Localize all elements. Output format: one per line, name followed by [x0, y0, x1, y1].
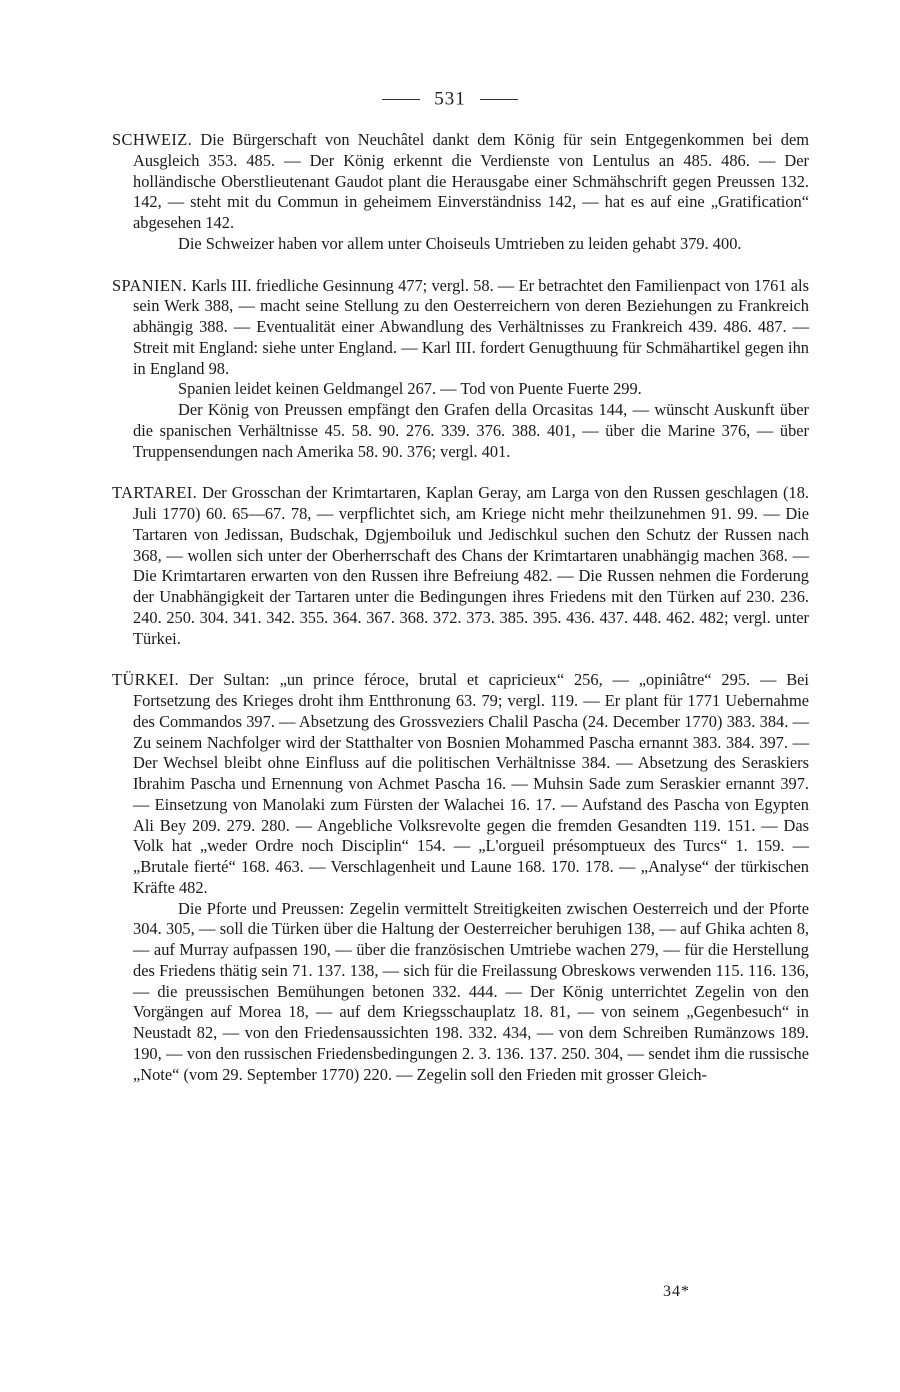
header-rule-left — [382, 99, 420, 100]
entry-subparagraph: Die Pforte und Preussen: Zegelin vermittelt Streitigkeiten zwischen Oesterreich und der Pforte 304. 305, — soll die Türken über die Haltung der Oesterreicher beruhigen 138, — auf Ghika achten 8, — auf Murray aufpassen 190, — über die französischen Umtriebe wachen 279, — für die Herstellung des Friedens thätig sein 71. 137. 138, — sich für die Freilassung Obreskows verwenden 115. 116. 136, — die preussischen Bemühungen betonen 332. 444. — Der König unterrichtet Zegelin von den Vorgängen auf Morea 18, — auf dem Kriegsschauplatz 18. 81, — von seinem „Gegenbesuch“ in Neustadt 82, — von den Friedensaussichten 198. 332. 434, — von dem Schreiben Rumänzows 189. 190, — von den russischen Friedensbedingungen 2. 3. 136. 137. 250. 304, — sendet ihm die russische „Note“ (vom 29. September 1770) 220. — Zegelin soll den Frieden mit grosser Gleich- — [133, 898, 809, 1084]
entry-subparagraph: Spanien leidet keinen Geldmangel 267. — Tod von Puente Fuerte 299. — [178, 379, 642, 399]
index-entry-spanien — [112, 276, 809, 463]
index-body — [112, 130, 809, 1106]
entry-headword: TARTAREI. — [112, 483, 198, 503]
entry-headword: SCHWEIZ. — [112, 130, 193, 149]
index-entry-tartarei — [112, 483, 809, 649]
entry-headword: SPANIEN. — [112, 275, 188, 295]
index-entry-tuerkei — [112, 670, 809, 1085]
page-header — [0, 88, 900, 114]
page-number: 531 — [434, 88, 466, 110]
entry-text: Der Grosschan der Krimtartaren, Kaplan Geray, am Larga von den Russen geschlagen (18. Juli 1770) 60. 65—67. 78, — verpflichtet sich, am Kriege nicht mehr theilzunehmen 91. 99. — Die Tartaren von Jedissan, Budschak, Dgjemboiluk und Jedischkul suchen den Schutz der Russen nach 368, — wollen sich unter der Oberherrschaft des Chans der Krimtartaren unabhängig machen 368. — Die Krimtartaren erwarten von den Russen ihre Befreiung 482. — Die Russen nehmen die Forderung der Unabhängigkeit der Tartaren unter die Bedingungen ihres Friedens mit den Türken auf 230. 236. 240. 250. 304. 341. 342. 355. 364. 367. 368. 372. 373. 385. 395. 436. 437. 448. 462. 482; vergl. unter Türkei. — [133, 483, 809, 648]
entry-text: Der Sultan: „un prince féroce, brutal et capricieux“ 256, — „opiniâtre“ 295. — Bei Fortsetzung des Krieges droht ihm Entthronung 63. 79; vergl. 119. — Er plant für 1771 Uebernahme des Commandos 397. — Absetzung des Grossveziers Chalil Pascha (24. December 1770) 383. 384. — Zu seinem Nachfolger wird der Statthalter von Bosnien Mohammed Pascha ernannt 383. 384. 397. — Der Wechsel bleibt ohne Einfluss auf die politischen Verhältnisse 384. — Absetzung des Seraskiers Ibrahim Pascha und Ernennung von Achmet Pascha 16. — Muhsin Sade zum Seraskier ernannt 397. — Einsetzung von Manolaki zum Fürsten der Walachei 16. 17. — Aufstand des Pascha von Egypten Ali Bey 209. 279. 280. — Angebliche Volksrevolte gegen die fremden Gesandten 119. 151. — Das Volk hat „weder Ordre noch Disciplin“ 154. — „L'orgueil présomptueux des Turcs“ 1. 159. — „Brutale fierté“ 168. 463. — Verschlagenheit und Laune 168. 170. 178. — „Analyse“ der türkischen Kräfte 482. — [133, 670, 809, 897]
entry-headword: TÜRKEI. — [112, 670, 179, 690]
entry-subparagraph: Die Schweizer haben vor allem unter Choiseuls Umtrieben zu leiden gehabt 379. 400. — [178, 233, 742, 253]
entry-main-paragraph — [112, 276, 809, 380]
entry-main-paragraph — [112, 483, 809, 649]
header-rule-right — [480, 99, 518, 100]
index-entry-schweiz — [112, 130, 809, 255]
entry-subparagraph: Der König von Preussen empfängt den Grafen della Orcasitas 144, — wünscht Auskunft über die spanischen Verhältnisse 45. 58. 90. 276. 339. 376. 388. 401, — über die Marine 376, — über Truppensendungen nach Amerika 58. 90. 376; vergl. 401. — [133, 400, 809, 461]
entry-main-paragraph — [112, 670, 809, 898]
entry-text: Die Bürgerschaft von Neuchâtel dankt dem König für sein Entgegenkommen bei dem Ausgleich 353. 485. — Der König erkennt die Verdienste von Lentulus an 485. 486. — Der holländische Oberstlieutenant Gaudot plant die Herausgabe einer Schmähschrift gegen Preussen 132. 142, — steht mit du Commun in geheimem Einverständniss 142, — hat es auf eine „Gratification“ abgesehen 142. — [133, 130, 809, 232]
signature-mark: 34* — [663, 1283, 690, 1300]
entry-main-paragraph — [112, 130, 809, 234]
entry-text: Karls III. friedliche Gesinnung 477; vergl. 58. — Er betrachtet den Familienpact von 1761 als sein Werk 388, — macht seine Stellung zu den Oesterreichern von deren Beziehungen zu Frankreich abhängig 388. — Eventualität einer Abwandlung des Verhältnisses zu Frankreich 439. 486. 487. — Streit mit England: siehe unter England. — Karl III. fordert Genugthuung für Schmähartikel gegen ihn in England 98. — [133, 275, 809, 378]
